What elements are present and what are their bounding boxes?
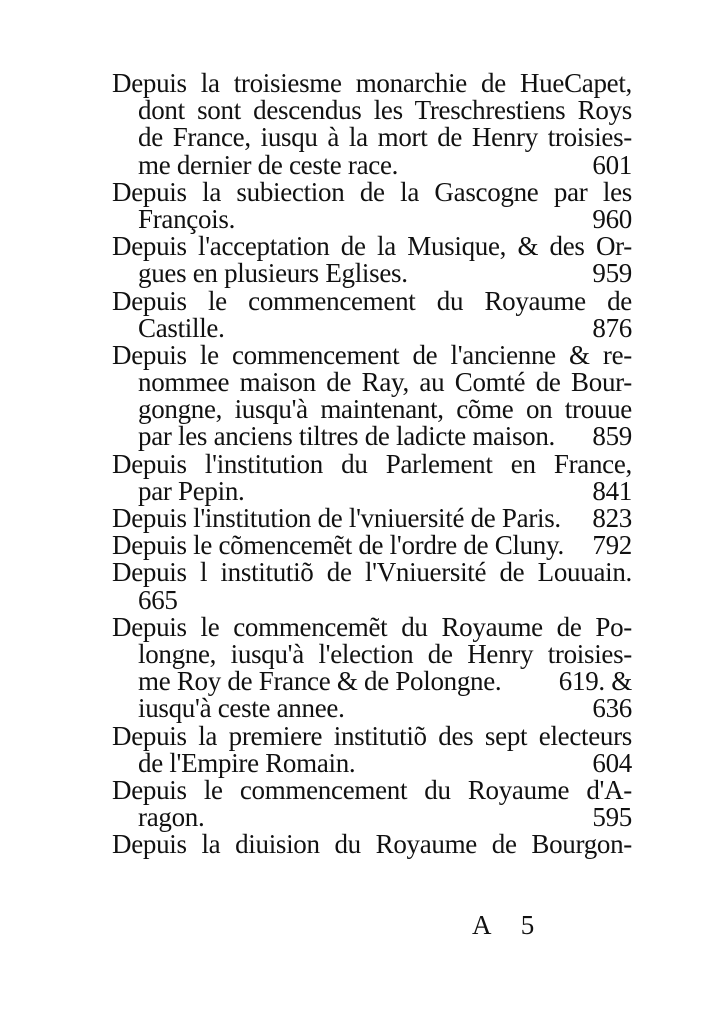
entry-text: nommee maison de Ray, au Comté de Bour- (138, 367, 632, 398)
entry-line (112, 203, 632, 234)
entry-line (112, 475, 632, 506)
entry-line (112, 747, 632, 778)
entry-text: me Roy de France & de Polongne. (138, 666, 502, 697)
entry-line (112, 233, 632, 260)
entry-text: longne, iusqu'à l'election de Henry troisies- (138, 638, 632, 669)
entry-line (112, 695, 632, 722)
entry-line (112, 584, 632, 615)
year-count: 876 (592, 312, 632, 343)
entry-text: me dernier de ceste race. (138, 149, 399, 180)
entry-text: Depuis le cõmencemẽt de l'ordre de Cluny. (112, 530, 564, 561)
entry-text: Depuis le commencemẽt du Royaume de Po- (112, 611, 632, 642)
entry-line (112, 369, 632, 396)
entry-line (112, 448, 632, 479)
year-count: 823 (592, 503, 632, 533)
entry-line (112, 176, 632, 207)
entry-line (112, 611, 632, 642)
entry-line (112, 720, 632, 751)
year-count: 604 (592, 747, 632, 778)
year-count: 960 (592, 203, 632, 234)
year-count: 859 (592, 421, 632, 452)
entry-text: dont sont descendus les Treschrestiens Roys (138, 95, 632, 126)
entry-line (112, 804, 632, 831)
entry-line (112, 559, 632, 586)
signature-mark (472, 912, 546, 939)
entry-line (112, 260, 632, 287)
year-count: 601 (592, 149, 632, 180)
year-count: 636 (592, 693, 632, 724)
entry-text: Depuis le commencement du Royaume de (112, 285, 632, 316)
entry-text: Depuis la premiere institutiõ des sept electeurs (112, 720, 632, 751)
chronology-list (112, 70, 632, 858)
entry-text: Depuis la diuision du Royaume de Bourgon- (112, 829, 632, 860)
year-count: 665 (138, 584, 178, 615)
entry-text: gues en plusieurs Eglises. (138, 258, 408, 289)
entry-line (112, 396, 632, 423)
entry-line (112, 638, 632, 669)
entry-text: François. (138, 203, 236, 234)
entry-line (112, 97, 632, 124)
entry-text: Depuis l institutiõ de l'Vniuersité de Louuain. (112, 557, 632, 588)
entry-line (112, 285, 632, 316)
entry-text: Depuis l'institution du Parlement en France, (112, 448, 632, 479)
entry-text: Depuis l'institution de l'vniuersité de Paris. (112, 503, 561, 533)
entry-line (112, 124, 632, 151)
entry-text: Depuis l'acceptation de la Musique, & des Or- (112, 231, 632, 262)
year-count: 959 (592, 258, 632, 289)
entry-text: gongne, iusqu'à maintenant, cõme on trouue (138, 394, 632, 425)
entry-text: de l'Empire Romain. (138, 747, 356, 778)
entry-line (112, 532, 632, 559)
year-count: 841 (592, 475, 632, 506)
signature-text: A 5 (472, 910, 547, 940)
entry-text: Depuis le commencement de l'ancienne & re- (112, 339, 632, 370)
entry-line (112, 774, 632, 805)
entry-text: Castille. (138, 312, 225, 343)
entry-line (112, 339, 632, 370)
entry-line (112, 831, 632, 858)
year-count: 792 (592, 530, 632, 561)
entry-text: Depuis la subiection de la Gascogne par les (112, 176, 632, 207)
entry-text: iusqu'à ceste annee. (138, 693, 345, 724)
entry-text: Depuis le commencement du Royaume d'A- (112, 774, 632, 805)
entry-line (112, 505, 632, 532)
entry-line (112, 70, 632, 97)
entry-text: par Pepin. (138, 475, 245, 506)
entry-text: Depuis la troisiesme monarchie de HueCapet, (112, 68, 632, 98)
entry-text: par les anciens tiltres de ladicte maison. (138, 421, 556, 452)
entry-line (112, 423, 632, 450)
year-count: 595 (592, 802, 632, 833)
year-count: 619. & (558, 666, 632, 697)
entry-text: ragon. (138, 802, 205, 833)
entry-line (112, 149, 632, 180)
entry-line (112, 668, 632, 695)
entry-text: de France, iusqu à la mort de Henry troisies- (138, 122, 632, 153)
entry-line (112, 312, 632, 343)
